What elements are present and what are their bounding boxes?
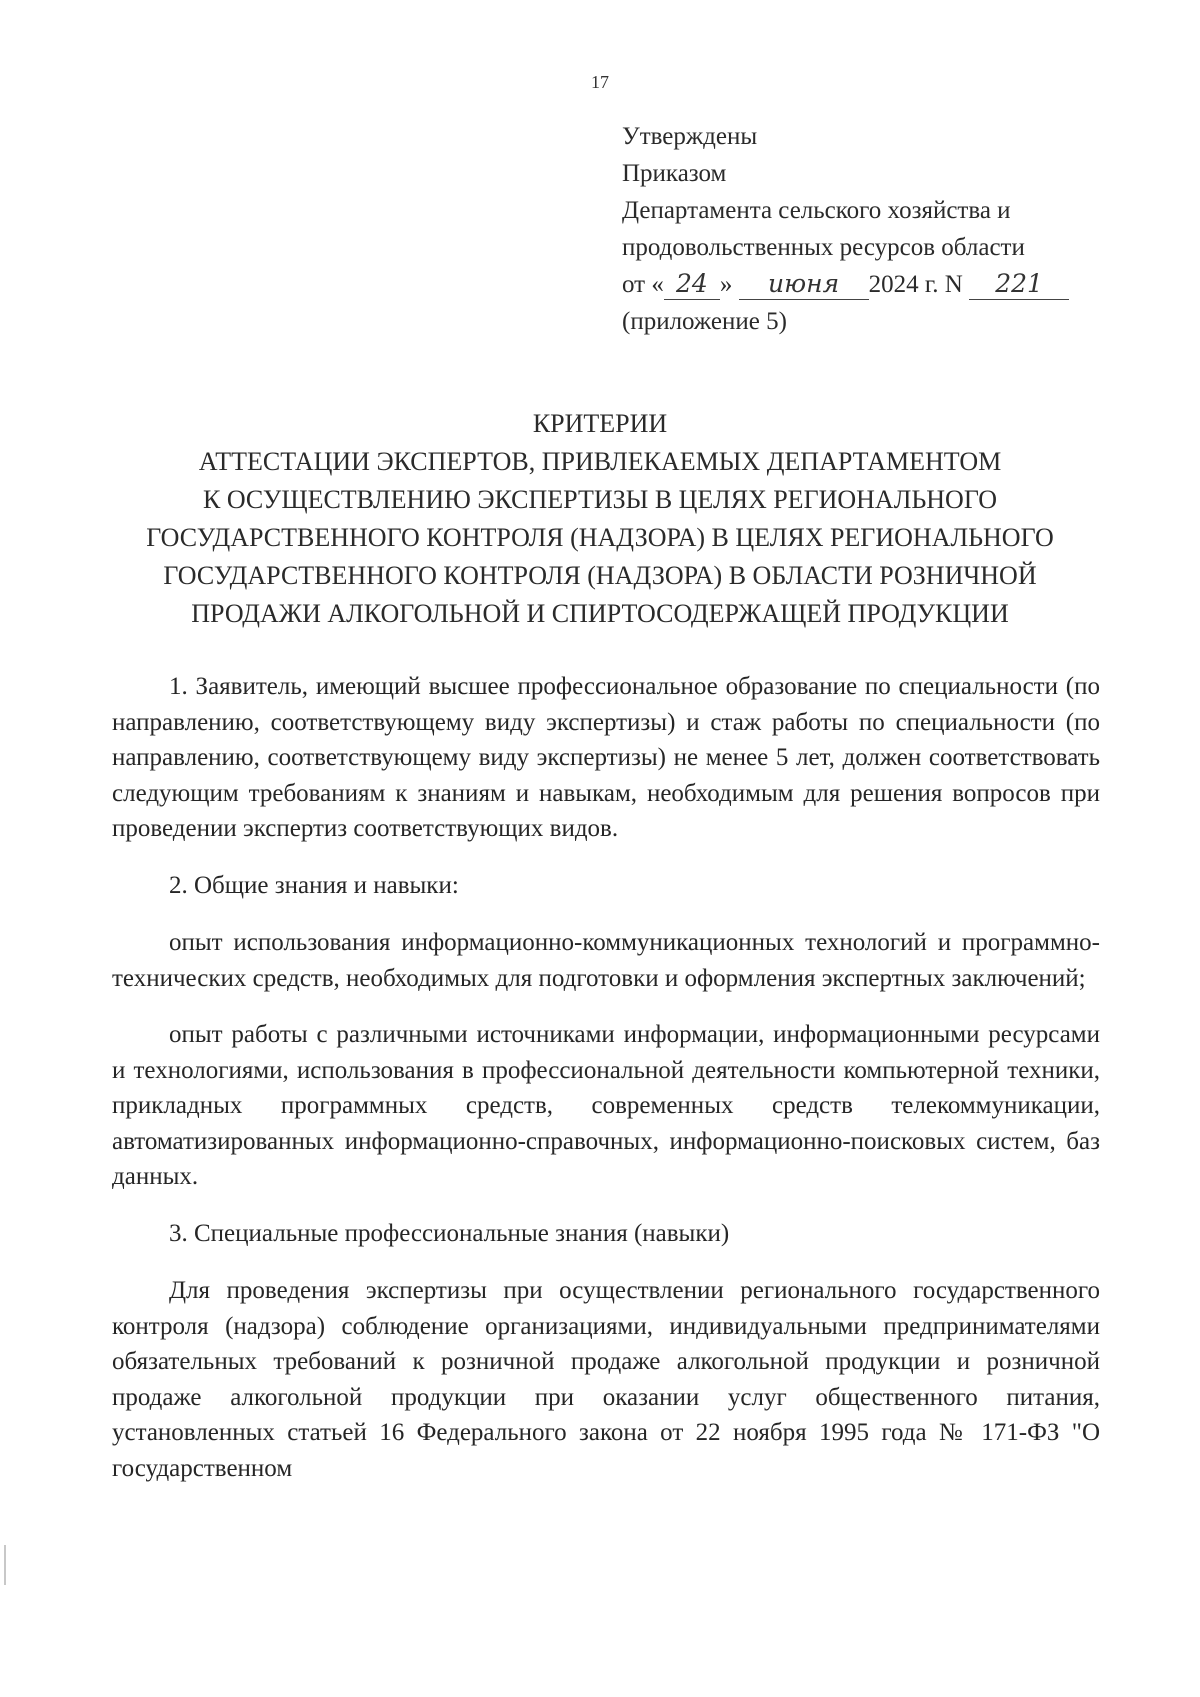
paragraph-ict-experience: опыт использования информационно-коммуникационных технологий и программно-технических средств, необходимых для подготовки и оформления экспертных заключений; xyxy=(112,929,1100,992)
section-heading-3: 3. Специальные профессиональные знания (навыки) xyxy=(169,1219,730,1247)
title-line-6: ПРОДАЖИ АЛКОГОЛЬНОЙ И СПИРТОСОДЕРЖАЩЕЙ ПРОДУКЦИИ xyxy=(191,599,1009,628)
title-line-2: АТТЕСТАЦИИ ЭКСПЕРТОВ, ПРИВЛЕКАЕМЫХ ДЕПАРТАМЕНТОМ xyxy=(198,447,1002,476)
date-prefix: от « xyxy=(622,271,664,298)
approval-line-resources: продовольственных ресурсов области xyxy=(622,234,1025,261)
document-title xyxy=(100,405,1100,633)
document-body xyxy=(112,669,1100,1507)
page-number: 17 xyxy=(591,72,609,92)
date-mid: » xyxy=(719,271,733,298)
approval-block xyxy=(622,118,1102,340)
paragraph-1: 1. Заявитель, имеющий высшее профессиональное образование по специальности (по направлению, соответствующему виду экспертизы) и стаж работы по специальности (по направлению, соответствующему виду экспертизы) не менее 5 лет, должен соответствовать следующим требованиям к знаниям и навыкам, необходимым для решения вопросов при проведении экспертиз соответствующих видов. xyxy=(112,673,1100,842)
title-line-4: ГОСУДАРСТВЕННОГО КОНТРОЛЯ (НАДЗОРА) В ЦЕЛЯХ РЕГИОНАЛЬНОГО xyxy=(146,523,1054,552)
approval-date-line xyxy=(622,266,1102,303)
handwritten-month: июня xyxy=(739,269,869,300)
date-year: 2024 г. N xyxy=(868,271,963,298)
handwritten-day: 24 xyxy=(664,269,720,300)
scan-edge-mark xyxy=(4,1545,6,1585)
approval-line-department: Департамента сельского хозяйства и xyxy=(622,197,1011,224)
handwritten-order-number: 221 xyxy=(969,269,1069,300)
section-heading-2: 2. Общие знания и навыки: xyxy=(169,871,459,899)
approval-line-order: Приказом xyxy=(622,160,727,187)
paragraph-expertise: Для проведения экспертизы при осуществлении регионального государственного контроля (надзора) соблюдение организациями, индивидуальными предпринимателями обязательных требований к розничной продаже алкогольной продукции и розничной продаже алкогольной продукции при оказании услуг общественного питания, установленных статьей 16 Федерального закона от 22 ноября 1995 года № 171-ФЗ "О государственном xyxy=(112,1277,1100,1482)
title-line-3: К ОСУЩЕСТВЛЕНИЮ ЭКСПЕРТИЗЫ В ЦЕЛЯХ РЕГИОНАЛЬНОГО xyxy=(203,485,997,514)
title-line-5: ГОСУДАРСТВЕННОГО КОНТРОЛЯ (НАДЗОРА) В ОБЛАСТИ РОЗНИЧНОЙ xyxy=(163,561,1037,590)
paragraph-information-sources: опыт работы с различными источниками информации, информационными ресурсами и технологиями, использования в профессиональной деятельности компьютерной техники, прикладных программных средств, современных средств телекоммуникации, автоматизированных информационно-справочных, информационно-поисковых систем, баз данных. xyxy=(112,1021,1100,1190)
approval-appendix: (приложение 5) xyxy=(622,308,787,335)
title-line-1: КРИТЕРИИ xyxy=(532,409,668,438)
approval-line-approved: Утверждены xyxy=(622,123,758,150)
